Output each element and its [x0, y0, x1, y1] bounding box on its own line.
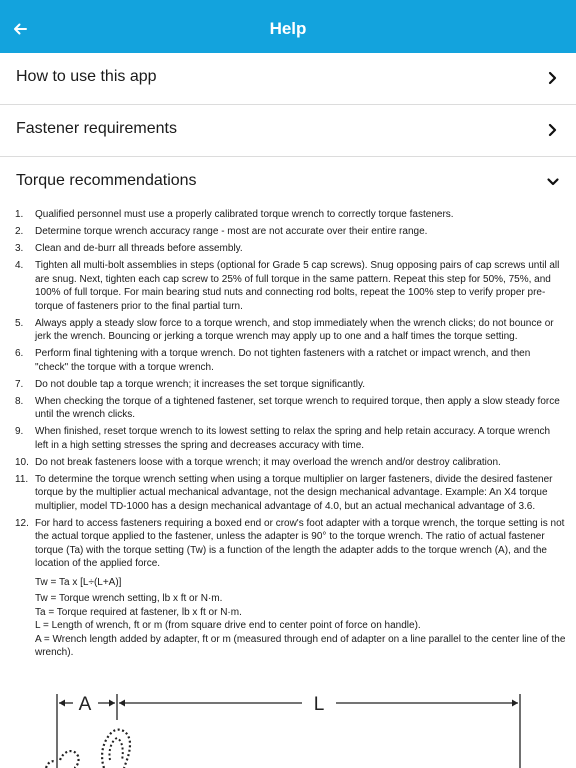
list-item: 1. Qualified personnel must use a properly calibrated torque wrench to correctly torque fasteners.	[15, 209, 454, 220]
list-item: 2. Determine torque wrench accuracy range - most are not accurate over their entire range.	[15, 226, 428, 237]
section-label: Fastener requirements	[16, 120, 177, 137]
list-item: 10. Do not break fasteners loose with a torque wrench; it may overload the wrench and/or destroy calibration.	[15, 456, 501, 468]
list-item: 3. Clean and de-burr all threads before assembly.	[15, 243, 243, 254]
steps-list	[0, 208, 576, 571]
section-how-to-use[interactable]	[0, 53, 576, 105]
formula-equation: Tw = Ta x [L÷(L+A)]	[35, 576, 122, 588]
chevron-right-icon	[546, 70, 560, 86]
list-item: 11. To determine the torque wrench setting when using a torque multiplier on larger fasteners, divide the desired fastener torque by the multiplier actual mechanical advantage, not the design mechanical advantage. Example: An X4 torque multiplier, model TD-1000 has a design mechanical advantage of 4.0, but an actual mechanical advantage of 3.6.	[15, 473, 553, 512]
list-item: 7. Do not double tap a torque wrench; it increases the set torque significantly.	[15, 378, 366, 390]
section-label: Torque recommendations	[16, 172, 197, 189]
chevron-right-icon	[546, 122, 560, 138]
list-item: 5. Always apply a steady slow force to a torque wrench, and stop immediately when the wrench clicks; do not bounce or jerk the wrench. Bouncing or jerking a torque wrench may apply up to one and a half times the torque setting.	[15, 317, 554, 342]
section-label: How to use this app	[16, 68, 157, 85]
torque-recommendations-content	[0, 208, 576, 660]
chevron-down-icon	[546, 174, 560, 190]
section-fastener-requirements[interactable]	[0, 105, 576, 157]
dimension-label-l: L	[313, 694, 325, 715]
list-item: 12. For hard to access fasteners requiring a boxed end or crow's foot adapter with a torque wrench, the torque setting is not the actual torque applied to the fastener, unless the adapter is 90° to the torque wrench. The ratio of actual fastener torque (Ta) with the torque setting (Tw) is a function of the length the adapter adds to the torque wrench (A), and the location of the applied force.	[15, 517, 565, 569]
app-bar	[0, 0, 576, 58]
dimension-label-a: A	[78, 694, 92, 715]
list-item: 6. Perform final tightening with a torque wrench. Do not tighten fasteners with a ratchet or impact wrench, and then "check" the torque with a torque wrench.	[15, 348, 531, 373]
page-title: Help	[269, 19, 307, 38]
formula-definition: Tw = Torque wrench setting, lb x ft or N·m.	[35, 593, 223, 604]
formula-block	[0, 576, 576, 660]
list-item: 8. When checking the torque of a tightened fastener, set torque wrench to required torque, then apply a slow steady force until the wrench clicks.	[15, 395, 560, 420]
section-torque-recommendations[interactable]	[0, 157, 576, 209]
wrench-adapter-diagram	[0, 690, 576, 768]
formula-definition: L = Length of wrench, ft or m (from square drive end to center point of force on handle).	[35, 620, 421, 631]
formula-definition: A = Wrench length added by adapter, ft or m (measured through end of adapter on a line parallel to the center line of the wrench).	[35, 633, 566, 658]
list-item: 9. When finished, reset torque wrench to its lowest setting to relax the spring and help retain accuracy. A torque wrench left in a high setting stresses the spring and decreases accuracy with time.	[15, 426, 551, 451]
list-item: 4. Tighten all multi-bolt assemblies in steps (optional for Grade 5 cap screws). Snug opposing pairs of cap screws until all are snug. Next, tighten each cap screw to 25% of full torque in the same pattern. Repeat this step for 50%, 75%, and 100% of full torque. For main bearing stud nuts and connecting rod bolts, repeat the 100% step to verify proper pre-torque of fasteners prior to the final partial turn.	[15, 260, 560, 312]
formula-definition: Ta = Torque required at fastener, lb x ft or N·m.	[35, 606, 242, 618]
